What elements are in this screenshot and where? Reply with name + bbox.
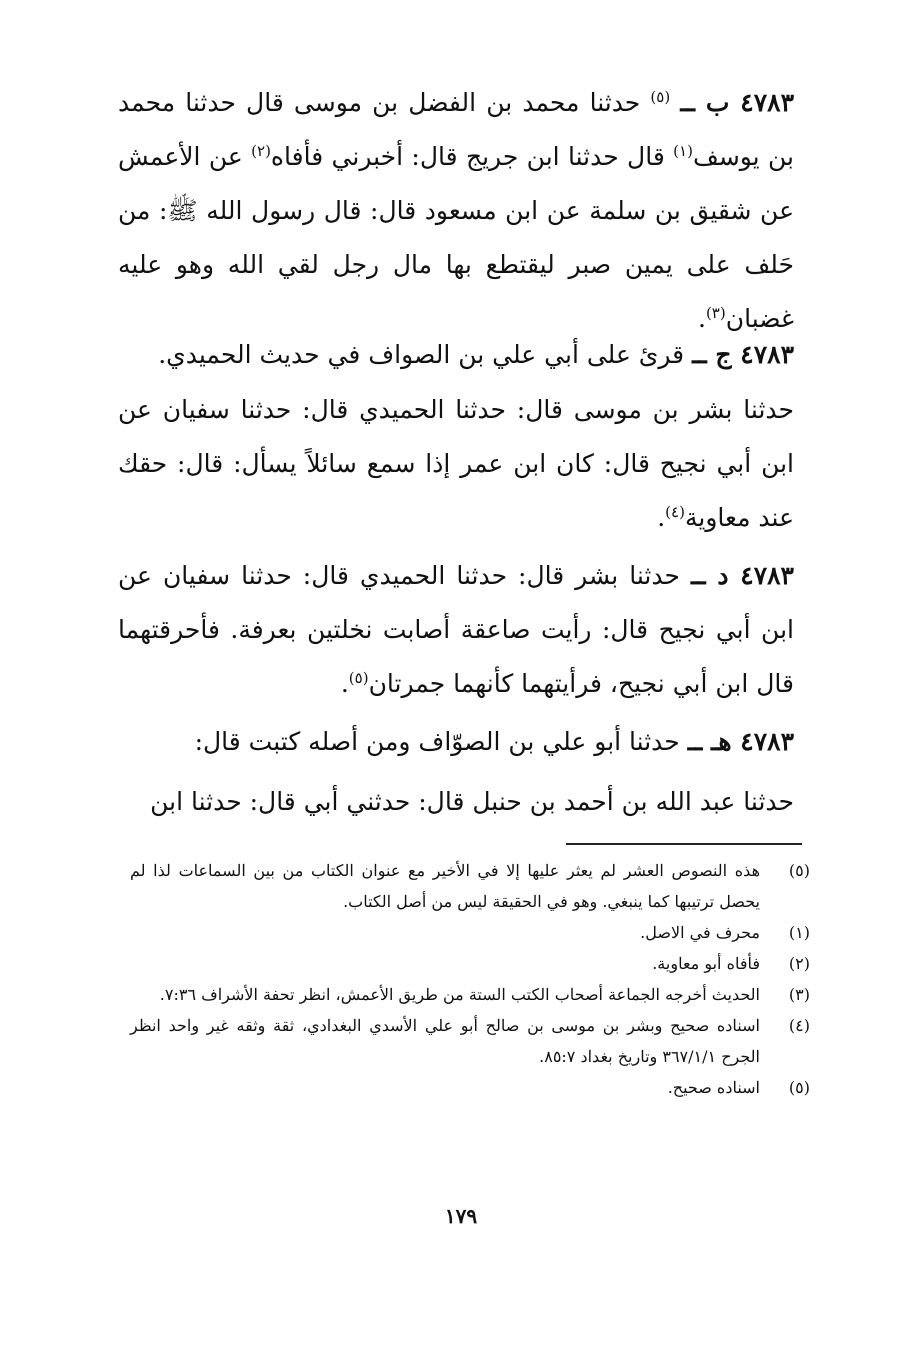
footnote-ref: (١) [673, 142, 693, 160]
footnote-mark: (٥) [788, 861, 810, 880]
hadith-entry-4783j-body [118, 383, 794, 545]
entry-text: حدثنا عبد الله بن أحمد بن حنبل قال: حدثني أبي قال: حدثنا ابن [150, 787, 794, 816]
entry-text: حدثنا بشر قال: حدثنا الحميدي قال: حدثنا سفيان عن ابن أبي نجيح قال: رأيت صاعقة أصابت نخلتين بعرفة. فأحرقتهما قال ابن أبي نجيح، فرأيتهما كأنهما جمرتان [118, 561, 794, 698]
footnote [130, 917, 810, 948]
footnotes [130, 855, 810, 1103]
entry-text: حدثنا بشر بن موسى قال: حدثنا الحميدي قال: حدثنا سفيان عن ابن أبي نجيح قال: كان ابن عمر إذا سمع سائلاً يسأل: قال: حقك عند معاوية [118, 395, 794, 532]
hadith-entry-4783h-body [118, 775, 794, 829]
footnote-ref: (٢) [251, 142, 271, 160]
footnote-text: محرف في الاصل. [640, 923, 760, 942]
entry-number: ٤٧٨٣ ب ــ [680, 88, 795, 117]
entry-text: . [340, 669, 349, 698]
hadith-entry-4783b [118, 76, 794, 346]
entry-text: قرئ على أبي علي بن الصواف في حديث الحميدي. [158, 340, 693, 369]
entry-text: . [657, 503, 666, 532]
footnote-text: الحديث أخرجه الجماعة أصحاب الكتب الستة من طريق الأعمش، انظر تحفة الأشراف ٧:٣٦. [159, 985, 760, 1004]
footnote-divider [566, 843, 802, 845]
footnote-text: اسناده صحيح وبشر بن موسى بن صالح أبو علي الأسدي البغدادي، ثقة وثقه غير واحد انظر الجرح ٣٦٧/١/١ وتاريخ بغداد ٨٥:٧. [130, 1016, 760, 1066]
footnote [130, 979, 810, 1010]
footnote-text: فأفاه أبو معاوية. [652, 954, 760, 973]
entry-text: قال حدثنا ابن جريج قال: أخبرني فأفاه [270, 142, 674, 171]
entry-number: ٤٧٨٣ د ــ [690, 561, 794, 590]
entry-number: ٤٧٨٣ هـ ــ [687, 727, 794, 756]
footnote-ref: (٣) [705, 304, 726, 322]
footnote [130, 855, 810, 917]
hadith-entry-4783j [118, 328, 794, 382]
entry-text: . [697, 304, 706, 333]
entry-text: حدثنا محمد بن الفضل بن موسى قال حدثنا محمد بن يوسف [118, 88, 794, 171]
entry-text: حدثنا أبو علي بن الصوّاف ومن أصله كتبت قال: [194, 727, 688, 756]
footnote [130, 1072, 810, 1103]
hadith-entry-4783h [118, 715, 794, 769]
hadith-entry-4783d [118, 549, 794, 711]
footnote-text: هذه النصوص العشر لم يعثر عليها إلا في الأخير مع عنوان الكتاب من بين السماعات لذا لم يحصل ترتيبها كما ينبغي. وهو في الحقيقة ليس من أصل الكتاب. [130, 861, 760, 911]
footnote-mark: (٣) [788, 985, 810, 1004]
footnote-ref: (٥) [348, 669, 369, 687]
footnote-ref: (٤) [665, 503, 685, 521]
entry-number: ٤٧٨٣ ج ــ [692, 340, 794, 369]
page-number: ١٧٩ [444, 1204, 478, 1228]
footnote-mark: (٥) [788, 1078, 810, 1097]
entry-text: عن الأعمش عن شقيق بن سلمة عن ابن مسعود قال: قال رسول الله ﷺ: من حَلف على يمين صبر ليقتطع بها مال رجل لقي الله وهو عليه غضبان [118, 142, 794, 333]
footnote [130, 1010, 810, 1072]
footnote-mark: (٢) [788, 954, 810, 973]
footnote-mark: (١) [788, 923, 810, 942]
footnote [130, 948, 810, 979]
footnote-mark: (٤) [788, 1016, 810, 1035]
footnote-text: اسناده صحيح. [667, 1078, 760, 1097]
footnote-ref: (٥) [650, 88, 671, 106]
